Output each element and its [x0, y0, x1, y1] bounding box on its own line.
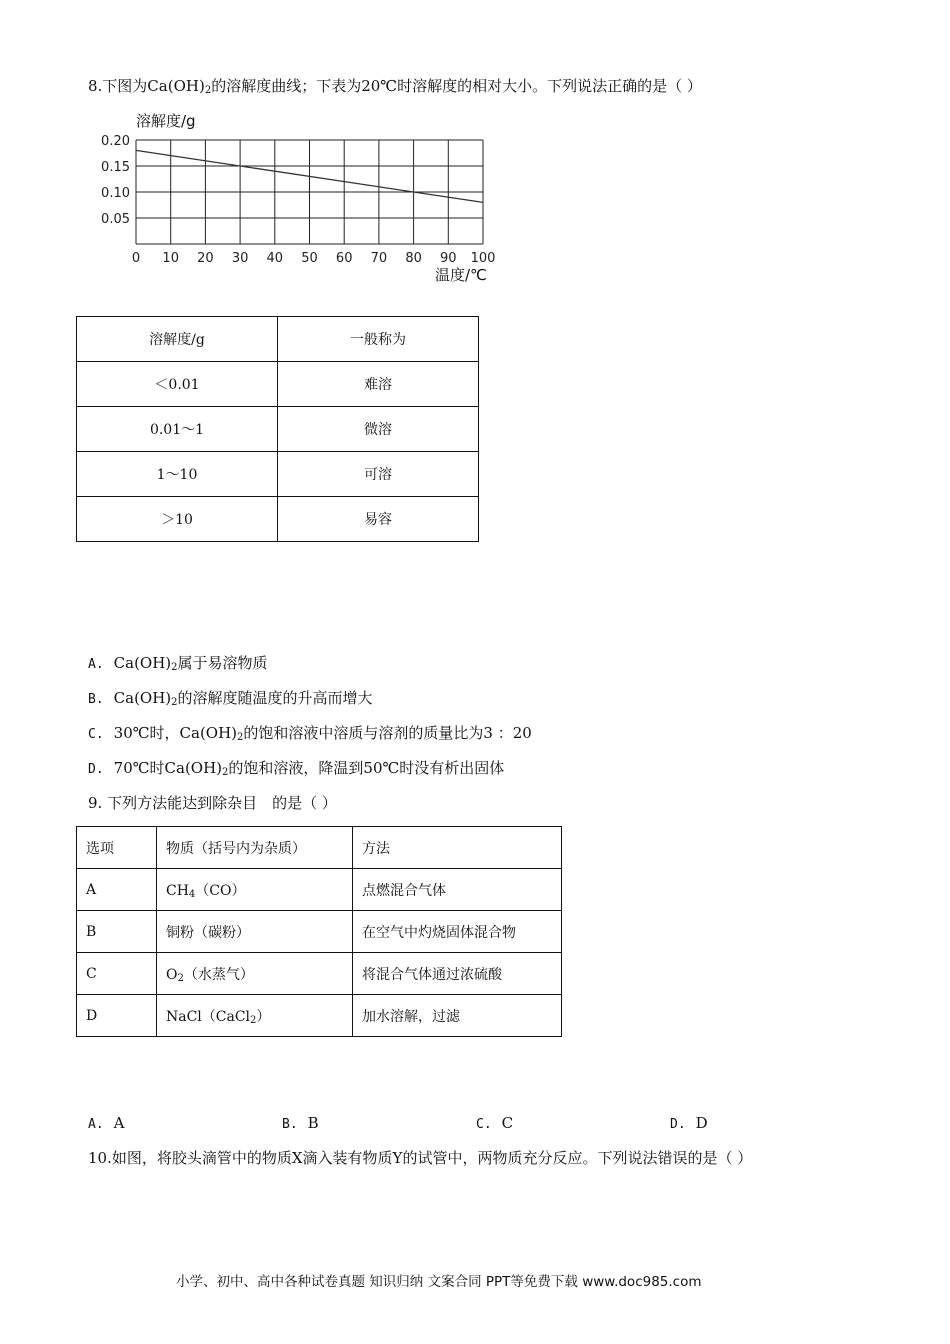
table-cell: 1～10 — [77, 452, 278, 497]
x-tick-label: 90 — [440, 251, 457, 266]
y-tick-label: 0.20 — [101, 134, 130, 149]
solubility-class-table — [76, 316, 479, 542]
table-row — [77, 869, 562, 911]
table-cell: ＜0.01 — [77, 362, 278, 407]
table-row — [77, 953, 562, 995]
q8-stem: 8.下图为$Ca(OH)_2$的溶解度曲线；下表为20℃时溶解度的相对大小。下列说法正确的是（ ） — [88, 77, 702, 96]
table-header-row — [77, 827, 562, 869]
header-cell: 溶解度/g — [77, 317, 278, 362]
x-tick-labels — [132, 251, 496, 266]
table-cell: $O_2$（水蒸气） — [157, 953, 353, 995]
solubility-chart — [90, 108, 510, 288]
table-row — [77, 362, 479, 407]
table-cell: 微溶 — [278, 407, 479, 452]
q9-option-c[interactable]: C. C — [476, 1114, 514, 1132]
table-cell: ＞10 — [77, 497, 278, 542]
table-cell: A — [77, 869, 157, 911]
x-tick-label: 60 — [335, 251, 353, 266]
table-row — [77, 497, 479, 542]
y-tick-label: 0.15 — [101, 160, 130, 175]
table-cell: NaCl（CaCl$_2$） — [157, 995, 353, 1037]
x-tick-label: 30 — [231, 251, 249, 266]
table-cell: 点燃混合气体 — [353, 869, 562, 911]
table-cell: 0.01～1 — [77, 407, 278, 452]
x-tick-label: 10 — [162, 251, 179, 266]
table-cell: C — [77, 953, 157, 995]
x-tick-label: 40 — [266, 251, 284, 266]
q9-option-b[interactable]: B. B — [282, 1114, 319, 1132]
x-tick-label: 100 — [470, 251, 496, 266]
table-row — [77, 995, 562, 1037]
header-cell: 选项 — [77, 827, 157, 869]
y-tick-label: 0.10 — [101, 186, 130, 201]
x-tick-label: 0 — [131, 251, 141, 266]
q8-option-c[interactable]: C. 30℃时，$Ca(OH)_2$的饱和溶液中溶质与溶剂的质量比为3 ：20 — [88, 724, 532, 743]
table-cell: 在空气中灼烧固体混合物 — [353, 911, 562, 953]
header-cell: 物质（括号内为杂质） — [157, 827, 353, 869]
table-row — [77, 407, 479, 452]
table-cell: 加水溶解，过滤 — [353, 995, 562, 1037]
x-axis-label: 温度/℃ — [435, 266, 487, 284]
table-cell: B — [77, 911, 157, 953]
table-row — [77, 452, 479, 497]
x-tick-label: 20 — [197, 251, 214, 266]
table-cell: 难溶 — [278, 362, 479, 407]
q8-option-b[interactable]: B. $Ca(OH)_2$的溶解度随温度的升高而增大 — [88, 689, 373, 708]
table-cell: $CH_4(CO)$ — [157, 869, 353, 911]
header-cell: 一般称为 — [278, 317, 479, 362]
q9-option-a[interactable]: A. A — [88, 1114, 125, 1132]
x-tick-label: 50 — [301, 251, 318, 266]
q8-option-d[interactable]: D. 70℃时$Ca(OH)_2$的饱和溶液，降温到50℃时没有析出固体 — [88, 759, 505, 778]
table-header-row — [77, 317, 479, 362]
y-tick-label: 0.05 — [101, 212, 130, 227]
q10-stem: 10.如图，将胶头滴管中的物质X滴入装有物质Y的试管中，两物质充分反应。下列说法错误的是（ ） — [88, 1149, 753, 1167]
impurity-removal-table — [76, 826, 562, 1037]
y-tick-labels — [101, 134, 130, 227]
table-cell: 可溶 — [278, 452, 479, 497]
q9-stem: 9. 下列方法能达到除杂目 的是（ ） — [88, 794, 337, 812]
x-tick-label: 80 — [405, 251, 422, 266]
table-cell: 铜粉（碳粉） — [157, 911, 353, 953]
table-row — [77, 911, 562, 953]
table-cell: D — [77, 995, 157, 1037]
table-cell: 易容 — [278, 497, 479, 542]
q8-option-a[interactable]: A. $Ca(OH)_2$属于易溶物质 — [88, 654, 268, 673]
chart-grid — [136, 140, 483, 244]
x-tick-label: 70 — [370, 251, 388, 266]
q9-option-d[interactable]: D. D — [670, 1114, 708, 1132]
footer-link[interactable]: 小学、初中、高中各种试卷真题 知识归纳 文案合同 PPT等免费下载 www.doc985.com — [176, 1274, 702, 1290]
y-axis-label: 溶解度/g — [136, 112, 196, 130]
header-cell: 方法 — [353, 827, 562, 869]
table-cell: 将混合气体通过浓硫酸 — [353, 953, 562, 995]
